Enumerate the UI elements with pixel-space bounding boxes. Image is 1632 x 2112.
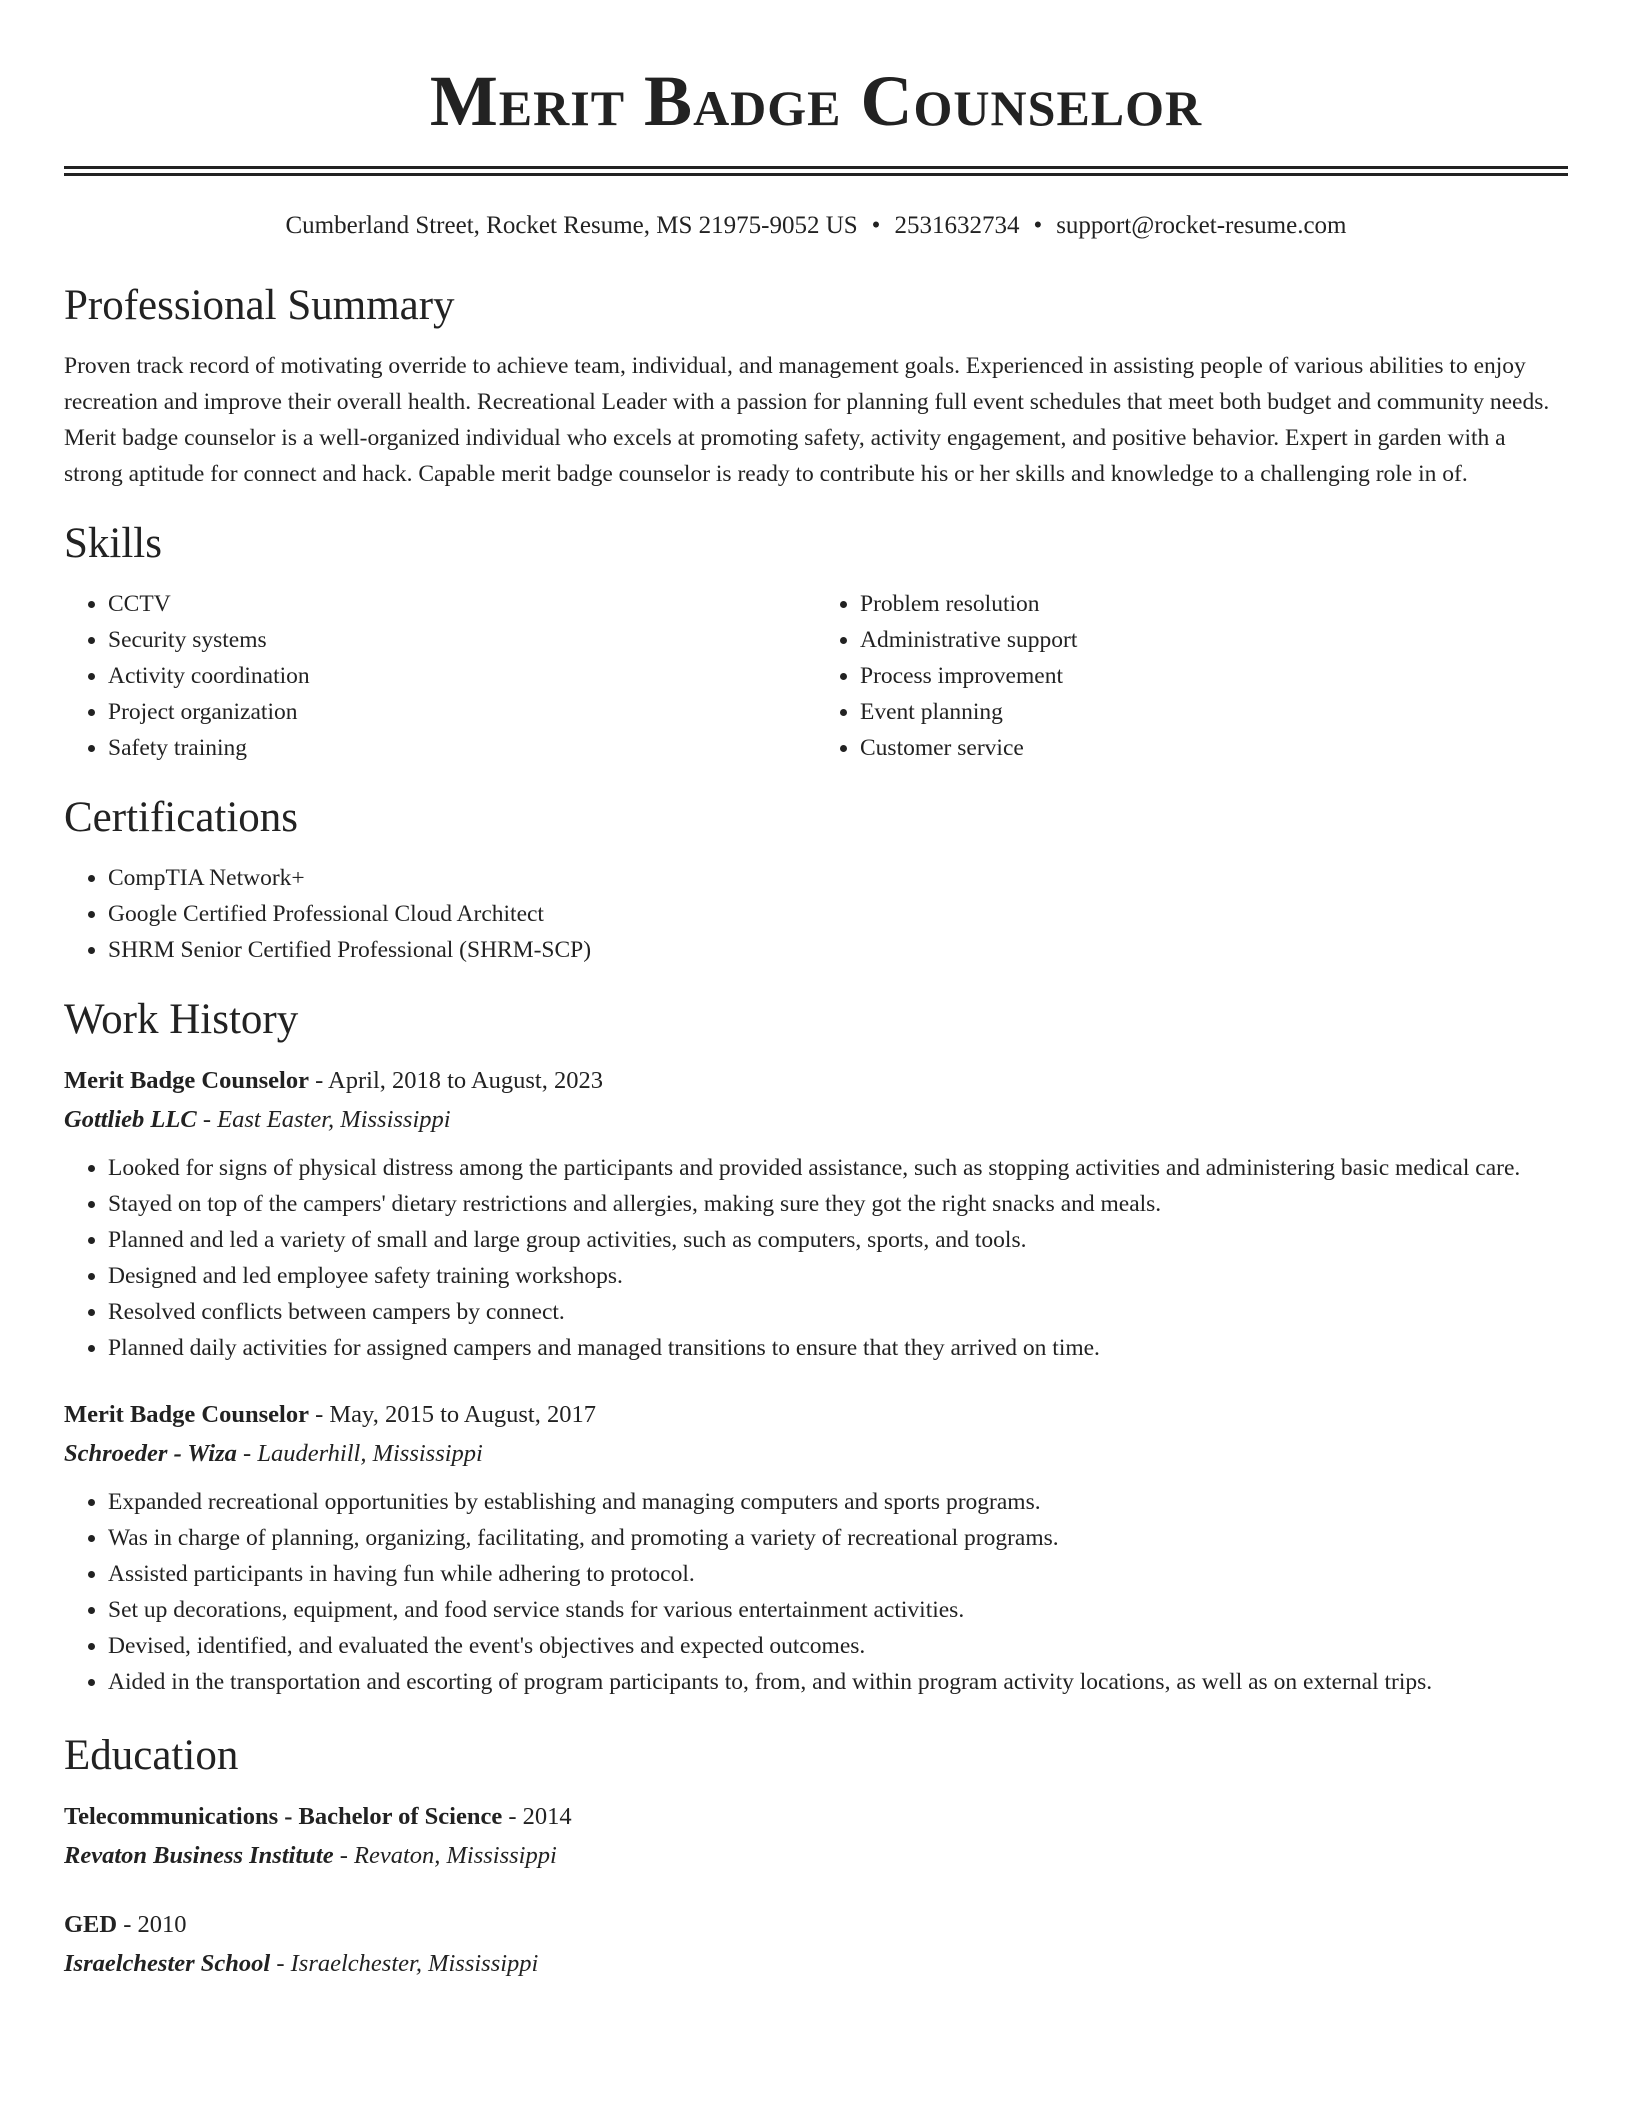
skills-list-right: [816, 586, 1568, 766]
contact-line: [64, 210, 1568, 242]
contact-address: Cumberland Street, Rocket Resume, MS 21975-9052 US: [285, 212, 858, 239]
job-bullet: • Looked for signs of physical distress among the participants and provided assistance, such as stopping activities and administering basic medical care.: [108, 1150, 1568, 1186]
job-header: Merit Badge Counselor - May, 2015 to August, 2017: [64, 1401, 596, 1428]
job-entry: [64, 1396, 1568, 1700]
job-bullet: • Assisted participants in having fun while adhering to protocol.: [108, 1556, 1568, 1592]
summary-heading: Professional Summary: [64, 282, 455, 329]
certifications-section: [64, 792, 1568, 968]
education-degree: Telecommunications - Bachelor of Science: [64, 1803, 503, 1830]
job-bullet: • Aided in the transportation and escorting of program participants to, from, and within program activity locations, as well as on external trips.: [108, 1664, 1568, 1700]
skills-section: [64, 518, 1568, 766]
summary-section: [64, 280, 1568, 492]
job-bullets: [64, 1150, 1568, 1366]
education-school: Revaton Business Institute: [64, 1842, 334, 1869]
education-year: 2010: [137, 1911, 187, 1938]
summary-text: Proven track record of motivating override to achieve team, individual, and management goals. Experienced in assisting people of various abilities to enjoy recreation and improve their overall health. Recreational Leader with a passion for planning full event schedules that meet both budget and community needs. Merit badge counselor is a well-organized individual who excels at promoting safety, activity engagement, and positive behavior. Expert in garden with a strong aptitude for connect and hack. Capable merit badge counselor is ready to contribute his or her skills and knowledge to a challenging role in of.: [64, 353, 1550, 487]
education-location: Revaton, Mississippi: [354, 1842, 557, 1869]
resume-title: Merit Badge Counselor: [429, 61, 1203, 141]
certification-item: • Google Certified Professional Cloud Architect: [108, 896, 1568, 932]
job-employer-line: Gottlieb LLC - East Easter, Mississippi: [64, 1106, 451, 1133]
certifications-heading: Certifications: [64, 794, 299, 841]
contact-separator: •: [871, 212, 881, 239]
job-employer-line: Schroeder - Wiza - Lauderhill, Mississippi: [64, 1440, 483, 1467]
job-bullet: • Was in charge of planning, organizing, facilitating, and promoting a variety of recreational programs.: [108, 1520, 1568, 1556]
job-bullet: • Planned and led a variety of small and large group activities, such as computers, sports, and tools.: [108, 1222, 1568, 1258]
education-entry: [64, 1906, 1568, 1984]
contact-phone: 2531632734: [894, 212, 1020, 239]
job-bullet: • Expanded recreational opportunities by establishing and managing computers and sports programs.: [108, 1484, 1568, 1520]
education-school: Israelchester School: [64, 1950, 271, 1977]
job-bullets: [64, 1484, 1568, 1700]
skills-heading: Skills: [64, 520, 162, 567]
education-school-line: Israelchester School - Israelchester, Mississippi: [64, 1950, 539, 1977]
education-entry: [64, 1798, 1568, 1876]
certification-item: • CompTIA Network+: [108, 860, 1568, 896]
title-double-rule: [64, 166, 1568, 176]
skill-item: • Administrative support: [860, 622, 1568, 658]
skill-item: • Process improvement: [860, 658, 1568, 694]
certifications-list: [64, 860, 1568, 968]
education-heading: Education: [64, 1732, 239, 1779]
work-history-section: [64, 994, 1568, 1700]
job-company: Gottlieb LLC: [64, 1106, 197, 1133]
job-location: Lauderhill, Mississippi: [257, 1440, 483, 1467]
education-location: Israelchester, Mississippi: [290, 1950, 539, 1977]
education-degree: GED: [64, 1911, 118, 1938]
skill-item: • Problem resolution: [860, 586, 1568, 622]
job-role: Merit Badge Counselor: [64, 1401, 309, 1428]
job-entry: [64, 1062, 1568, 1366]
skill-item: • Security systems: [108, 622, 816, 658]
job-bullet: • Devised, identified, and evaluated the event's objectives and expected outcomes.: [108, 1628, 1568, 1664]
job-dates: April, 2018 to August, 2023: [328, 1067, 603, 1094]
education-section: [64, 1730, 1568, 1984]
job-company: Schroeder - Wiza: [64, 1440, 237, 1467]
job-location: East Easter, Mississippi: [217, 1106, 451, 1133]
skill-item: • CCTV: [108, 586, 816, 622]
skills-columns: [64, 586, 1568, 766]
work-history-heading: Work History: [64, 996, 299, 1043]
job-bullet: • Stayed on top of the campers' dietary restrictions and allergies, making sure they got the right snacks and meals.: [108, 1186, 1568, 1222]
job-bullet: • Designed and led employee safety training workshops.: [108, 1258, 1568, 1294]
skill-item: • Activity coordination: [108, 658, 816, 694]
education-year: 2014: [522, 1803, 572, 1830]
education-degree-line: Telecommunications - Bachelor of Science - 2014: [64, 1803, 572, 1830]
skills-list-left: [64, 586, 816, 766]
job-dates: May, 2015 to August, 2017: [329, 1401, 596, 1428]
job-header: Merit Badge Counselor - April, 2018 to August, 2023: [64, 1067, 603, 1094]
certification-item: • SHRM Senior Certified Professional (SHRM-SCP): [108, 932, 1568, 968]
skill-item: • Safety training: [108, 730, 816, 766]
contact-email: support@rocket-resume.com: [1056, 212, 1347, 239]
job-role: Merit Badge Counselor: [64, 1067, 309, 1094]
education-degree-line: GED - 2010: [64, 1911, 187, 1938]
skill-item: • Event planning: [860, 694, 1568, 730]
job-bullet: • Set up decorations, equipment, and food service stands for various entertainment activities.: [108, 1592, 1568, 1628]
education-school-line: Revaton Business Institute - Revaton, Mississippi: [64, 1842, 557, 1869]
skill-item: • Customer service: [860, 730, 1568, 766]
job-bullet: • Resolved conflicts between campers by connect.: [108, 1294, 1568, 1330]
job-bullet: • Planned daily activities for assigned campers and managed transitions to ensure that they arrived on time.: [108, 1330, 1568, 1366]
contact-separator: •: [1033, 212, 1043, 239]
skill-item: • Project organization: [108, 694, 816, 730]
